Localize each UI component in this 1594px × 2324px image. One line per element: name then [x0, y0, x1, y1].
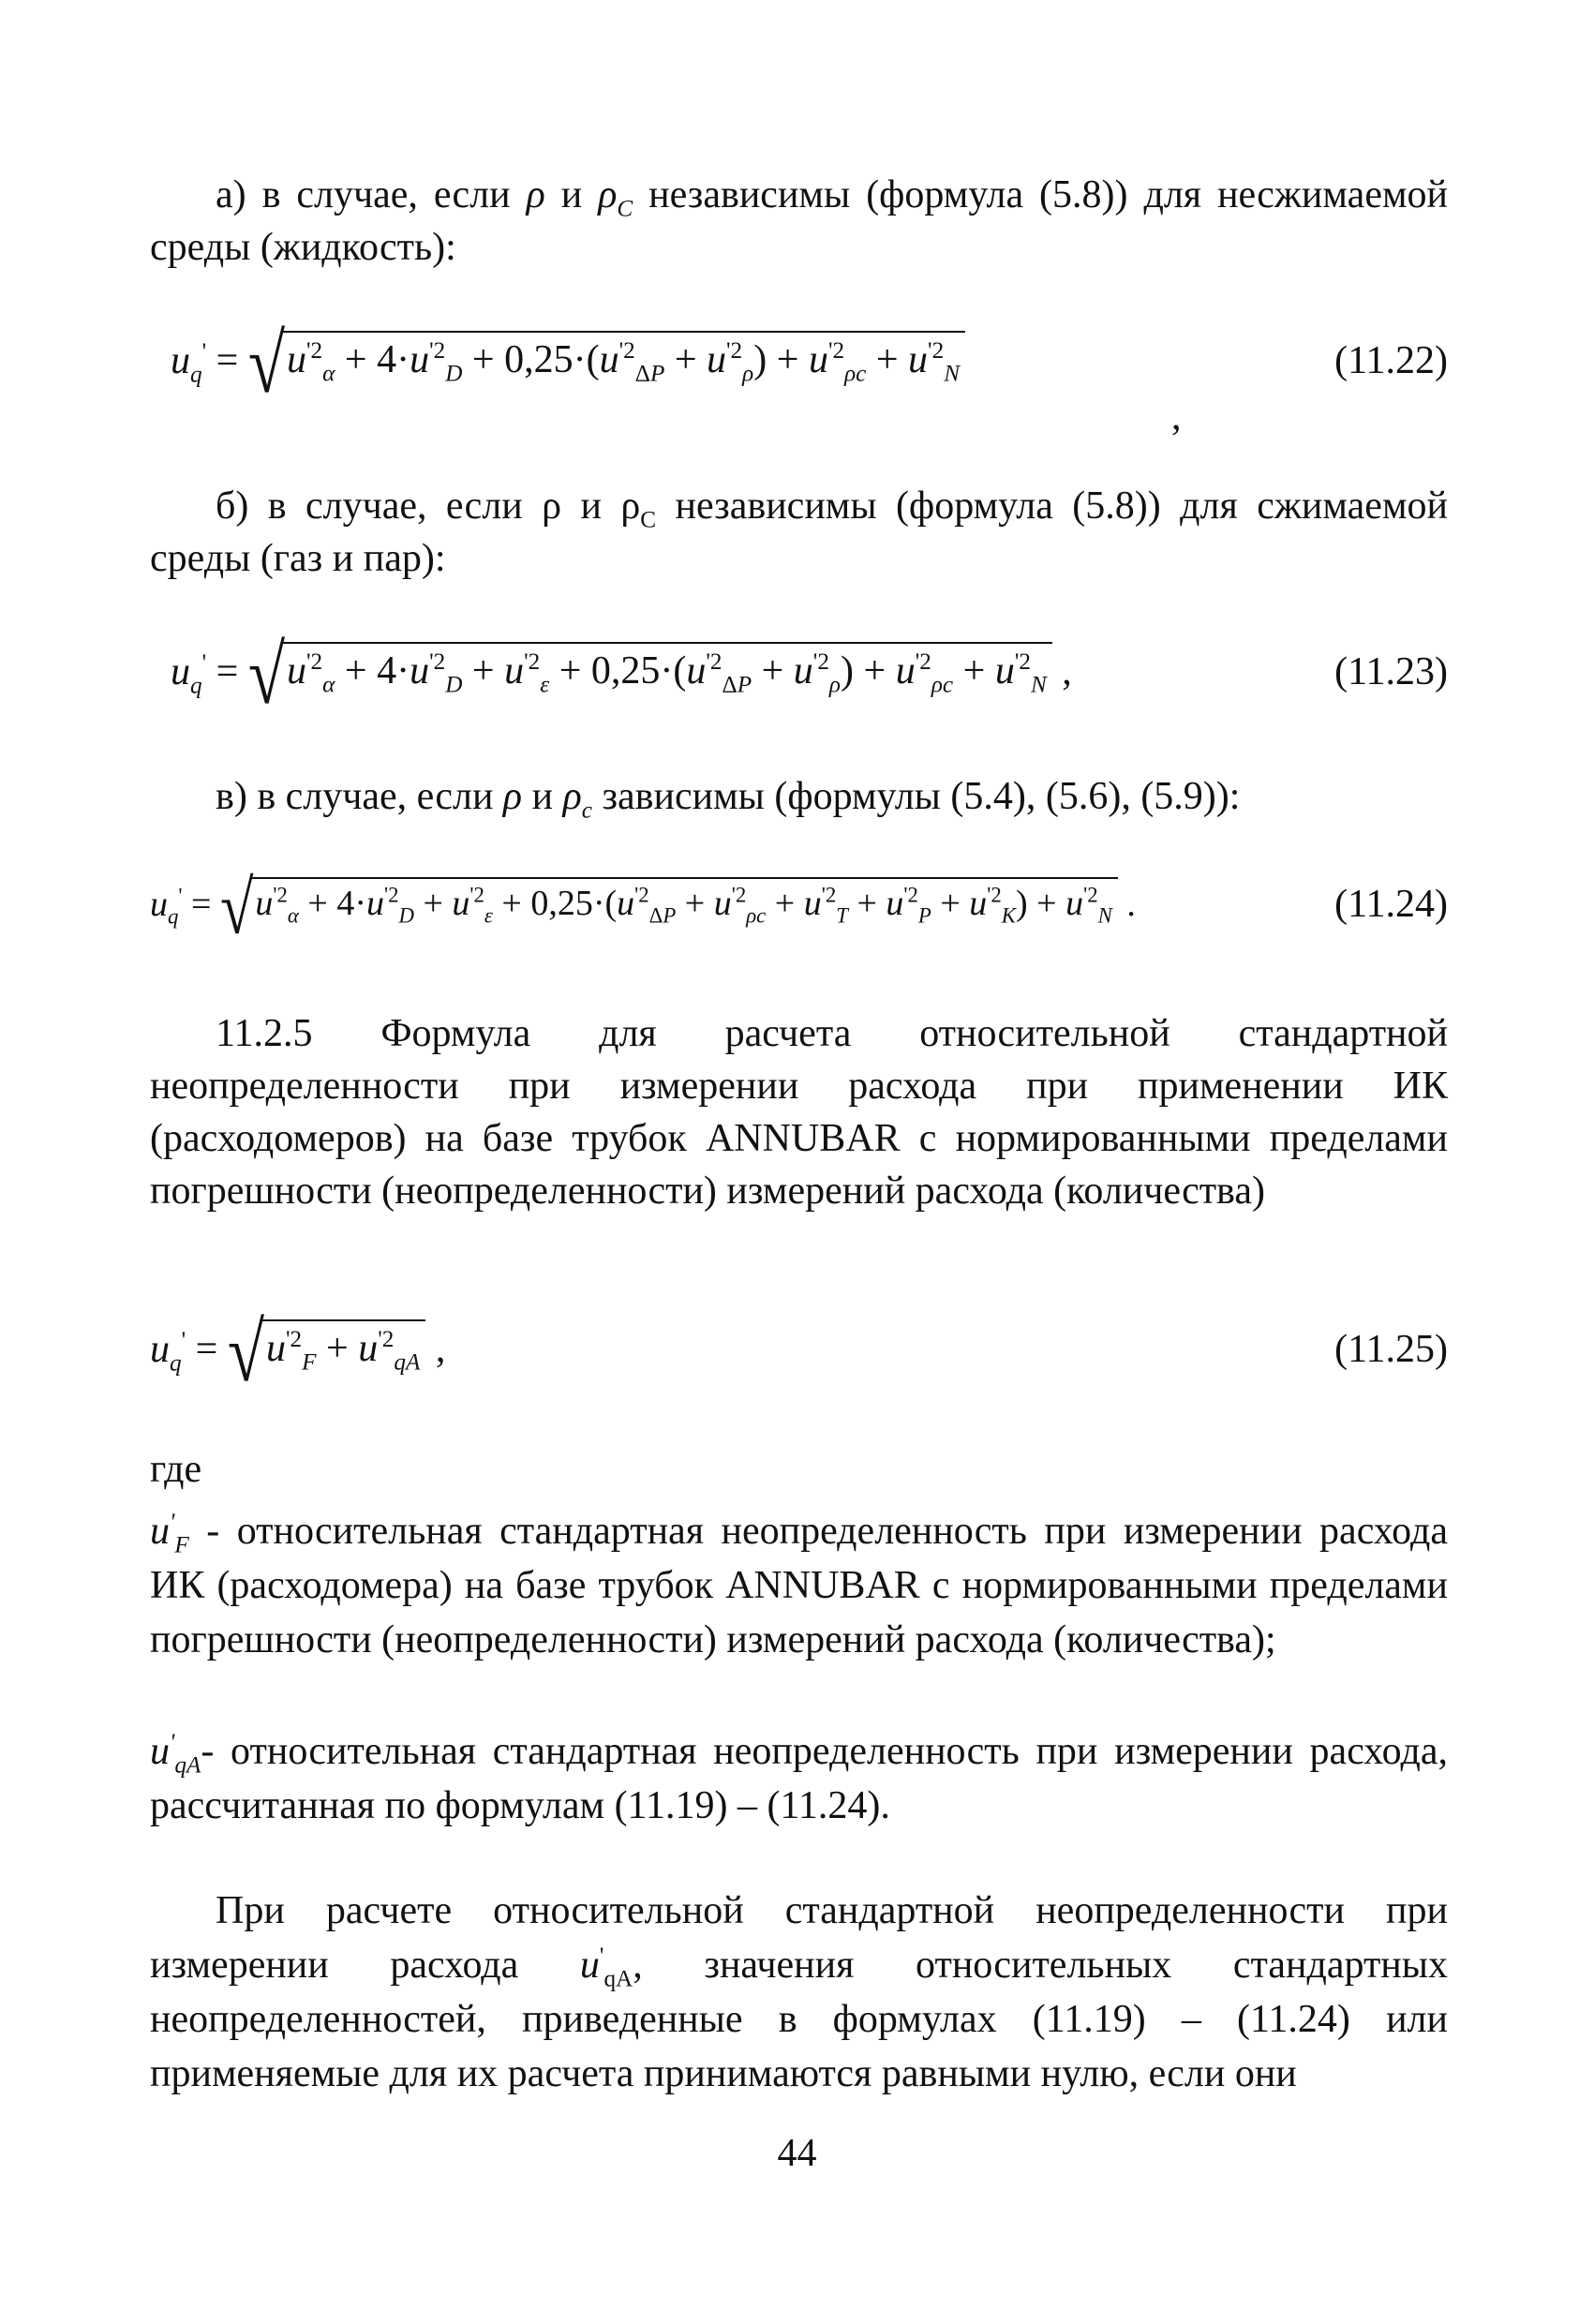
case-c-tail: зависимы (формулы (5.4), (5.6), (5.9)):	[602, 775, 1241, 818]
rho-symbol: ρ	[526, 173, 545, 216]
formula-11-25-expression: $u_q'$ = √ $u^{'2}_F + u^{'2}_{qA}$ ,	[150, 1305, 446, 1399]
case-c-lead: в) в случае, если	[216, 775, 494, 818]
final-before: При расчете относительной стандартной неопределенности при измерении расхода	[150, 1889, 1448, 1987]
definition-u-f-text: - относительная стандартная неопределенность при измерении расхода ИК (расходомера) на базе трубок ANNUBAR с нормированными пределами погрешности (неопределенности) измерений расхода (количества);	[150, 1510, 1448, 1661]
formula-11-24-expression: $u_q'$ = √ $u^{'2}_\alpha + 4\cdot u^{'2}_D + u^{'2}_\varepsilon + 0,25\cdot(u^{'2}_{\Delta P} + u^{'2}_{\rho c} + u^{'2}_T + u^{'2}_P + u^{'2}_K) + u^{'2}_N$ .	[150, 864, 1136, 949]
equation-number-11-25: (11.25)	[1334, 1328, 1448, 1371]
where-label: где	[150, 1448, 202, 1491]
and-word: и	[560, 173, 583, 216]
equation-number-11-22: (11.22)	[1334, 339, 1448, 382]
paragraph-case-a	[150, 169, 1448, 274]
formula-11-24	[150, 862, 1448, 949]
u-qa-inline-sub: qA	[603, 1966, 633, 1992]
final-after: , значения относительных стандартных неопределенностей, приведенные в формулах (11.19) – (11.24) или применяемые для их расчета принимаются равными нулю, если они	[150, 1944, 1448, 2095]
equation-number-11-24: (11.24)	[1334, 883, 1448, 926]
case-b-lead: б) в случае, если ρ и ρ	[216, 484, 641, 528]
case-b-tail: независимы (формула (5.8)) для сжимаемой среды (газ и пар):	[150, 484, 1448, 580]
section-11-2-5	[150, 1007, 1448, 1217]
final-paragraph: При расчете относительной стандартной неопределенности при измерении расхода $u'_{qA}$, значения относительных стандартных неопределенностей, приведенные в формулах (11.19) – (11.24) или применяемые для их расчета принимаются равными нулю, если они	[150, 1889, 1448, 2095]
equation-number-11-23: (11.23)	[1334, 650, 1448, 693]
page-number: 44	[777, 2132, 817, 2175]
u-qa-symbol: $u'_{qA}$	[150, 1730, 201, 1779]
formula-11-22	[150, 317, 1448, 410]
rho-c-subscript: C	[640, 507, 657, 533]
formula-11-22-comma: ,	[1171, 395, 1182, 439]
formula-11-22-expression: $u_q'$ = √ $u^{'2}_\alpha + 4\cdot u^{'2}_D + 0,25\cdot(u^{'2}_{\Delta P} + u^{'2}_\rho) + u^{'2}_{\rho c} + u^{'2}_N$	[171, 319, 965, 403]
formula-11-23-expression: $u_q'$ = √ $u^{'2}_\alpha + 4\cdot u^{'2}_D + u^{'2}_\varepsilon + 0,25\cdot(u^{'2}_{\Delta P} + u^{'2}_\rho) + u^{'2}_{\rho c} + u^{'2}_N$ ,	[171, 628, 1072, 722]
case-a-tail: независимы (формула (5.8)) для несжимаемой среды (жидкость):	[150, 173, 1449, 269]
case-a-lead: а) в случае, если	[216, 173, 511, 216]
section-text: 11.2.5 Формула для расчета относительной стандартной неопределенности при измерении расхода при применении ИК (расходомеров) на базе трубок ANNUBAR с нормированными пределами погрешности (неопределенности) измерений расхода (количества)	[150, 1012, 1448, 1213]
rho-symbol: ρ	[502, 775, 523, 818]
u-f-symbol: $u'_F$	[150, 1510, 189, 1558]
definition-u-qa-text: - относительная стандартная неопределенность при измерении расхода, рассчитанная по формулам (11.19) – (11.24).	[150, 1730, 1448, 1827]
formula-11-25	[150, 1305, 1448, 1399]
paragraph-case-b	[150, 480, 1448, 585]
formula-11-23	[150, 628, 1448, 722]
paragraph-case-c	[150, 770, 1448, 823]
and-word: и	[531, 775, 554, 818]
definition-u-f	[150, 1504, 1448, 1667]
rho-c-symbol: $\rho_C$	[598, 173, 633, 222]
rho-c-symbol: $\rho_c$	[562, 775, 592, 824]
definition-u-qa	[150, 1724, 1448, 1833]
